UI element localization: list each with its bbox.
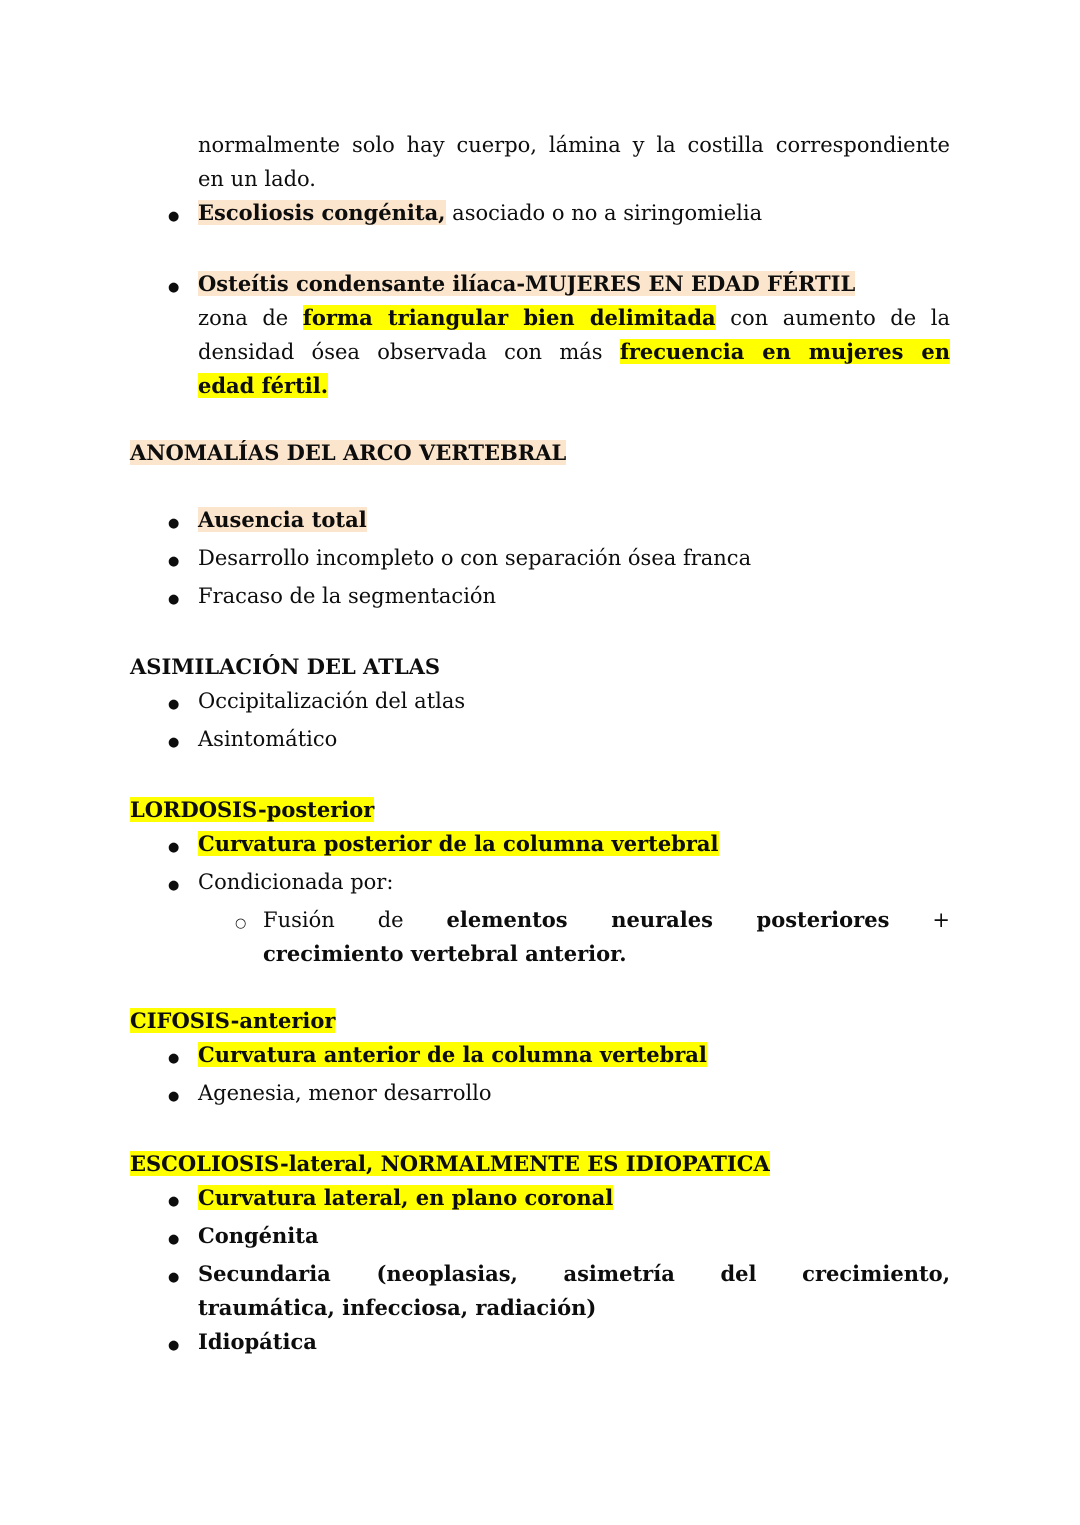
text-run: Condicionada por: (198, 870, 394, 894)
section-heading (130, 793, 950, 827)
bullet-item (168, 865, 950, 903)
bullet-marker: ● (168, 280, 180, 295)
text-line (198, 1325, 950, 1359)
blank-line (130, 971, 950, 1004)
bullet-item (168, 684, 950, 722)
text-run: ASIMILACIÓN DEL ATLAS (130, 654, 441, 679)
text-line (198, 579, 950, 613)
text-run: Fusión de (263, 908, 447, 932)
bullet-item (168, 1076, 950, 1114)
text-run: frecuencia en mujeres en (619, 339, 950, 364)
text-line (130, 793, 950, 827)
text-run: traumática, infecciosa, radiación) (198, 1295, 597, 1320)
bullet-text (198, 1181, 950, 1215)
section-heading (130, 436, 950, 470)
text-run: forma triangular bien delimitada (302, 305, 716, 330)
bullet-marker: ● (168, 554, 180, 569)
bullet-marker: ● (168, 516, 180, 531)
blank-line (130, 470, 950, 503)
blank-line (130, 403, 950, 436)
text-line (198, 1219, 950, 1253)
text-line (198, 1257, 950, 1291)
text-run: normalmente solo hay cuerpo, lámina y la costilla correspondiente (198, 133, 950, 157)
bullet-marker: ● (168, 735, 180, 750)
bullet-item (168, 1219, 950, 1257)
bullet-text (198, 1257, 950, 1325)
text-run: Curvatura lateral, en plano coronal (198, 1185, 614, 1210)
bullet-marker: ● (168, 1232, 180, 1247)
bullet-item (168, 267, 950, 403)
section-heading (130, 650, 950, 684)
bullet-marker: ● (168, 1089, 180, 1104)
bullet-marker: ● (168, 209, 180, 224)
blank-line (130, 234, 950, 267)
text-line (198, 1291, 950, 1325)
text-run: ESCOLIOSIS-lateral, NORMALMENTE ES IDIOPATICA (130, 1151, 770, 1176)
text-line (130, 1147, 950, 1181)
bullet-text (198, 684, 950, 718)
text-run: asociado o no a siringomielia (445, 201, 763, 225)
text-run: Curvatura posterior de la columna vertebral (198, 831, 719, 856)
bullet-marker: ● (168, 1338, 180, 1353)
text-line (198, 1038, 950, 1072)
text-line (198, 267, 950, 301)
bullet-text (198, 722, 950, 756)
bullet-text (198, 1325, 950, 1359)
blank-line (130, 617, 950, 650)
bullet-marker: ● (168, 1270, 180, 1285)
bullet-marker: ● (168, 1051, 180, 1066)
text-line (198, 503, 950, 537)
text-run: densidad ósea observada con más (198, 340, 620, 364)
text-run: crecimiento vertebral anterior. (263, 941, 627, 966)
text-run: Desarrollo incompleto o con separación ósea franca (198, 546, 752, 570)
blank-line (130, 760, 950, 793)
bullet-text (198, 1038, 950, 1072)
text-line (198, 865, 950, 899)
bullet-text (198, 503, 950, 537)
bullet-marker: ● (168, 697, 180, 712)
bullet-item (168, 1181, 950, 1219)
section-heading (130, 1147, 950, 1181)
text-line (198, 684, 950, 718)
document-content (130, 128, 950, 1363)
text-run: + (889, 908, 950, 932)
text-line (198, 541, 950, 575)
text-run: Secundaria (neoplasias, asimetría del crecimiento, (198, 1261, 950, 1286)
bullet-item (168, 1257, 950, 1325)
bullet-item (168, 722, 950, 760)
bullet-item (168, 1038, 950, 1076)
text-run: zona de (198, 306, 303, 330)
text-run: elementos neurales posteriores (446, 907, 890, 932)
text-run: Curvatura anterior de la columna vertebral (198, 1042, 707, 1067)
paragraph (198, 128, 950, 196)
bullet-marker: ● (168, 840, 180, 855)
bullet-item (168, 196, 950, 234)
text-line (198, 196, 950, 230)
bullet-text (198, 541, 950, 575)
bullet-marker: ● (168, 878, 180, 893)
text-line (198, 301, 950, 335)
text-run: con aumento de la (715, 306, 950, 330)
text-line (263, 937, 950, 971)
bullet-item (168, 503, 950, 541)
text-line (263, 903, 950, 937)
text-line (198, 1181, 950, 1215)
bullet-item (168, 579, 950, 617)
text-line (130, 650, 950, 684)
text-line (198, 722, 950, 756)
text-line (198, 827, 950, 861)
bullet-text (198, 1219, 950, 1253)
bullet-text (198, 865, 950, 899)
section-heading (130, 1004, 950, 1038)
text-line (198, 369, 950, 403)
bullet-text (198, 1076, 950, 1110)
text-run: Osteítis condensante ilíaca-MUJERES EN EDAD FÉRTIL (198, 271, 856, 296)
text-run: CIFOSIS-anterior (130, 1008, 336, 1033)
bullet-marker: ● (168, 1194, 180, 1209)
text-line (198, 335, 950, 369)
text-run: Idiopática (198, 1329, 317, 1354)
text-line (198, 128, 950, 162)
text-run: Congénita (198, 1223, 319, 1248)
text-line (130, 436, 950, 470)
bullet-marker: ● (168, 592, 180, 607)
text-run: ANOMALÍAS DEL ARCO VERTEBRAL (130, 440, 567, 465)
bullet-marker: ○ (235, 916, 247, 931)
text-line (198, 1076, 950, 1110)
text-run: edad fértil. (198, 373, 329, 398)
text-run: Agenesia, menor desarrollo (198, 1081, 492, 1105)
text-run: en un lado. (198, 167, 316, 191)
text-run: Escoliosis congénita, (198, 200, 446, 225)
bullet-text (198, 579, 950, 613)
bullet-item (168, 541, 950, 579)
sub-bullet-item (235, 903, 950, 971)
bullet-text (198, 267, 950, 403)
text-run: Ausencia total (198, 507, 367, 532)
text-line (130, 1004, 950, 1038)
text-line (198, 162, 950, 196)
text-run: Occipitalización del atlas (198, 689, 466, 713)
text-run: LORDOSIS-posterior (130, 797, 375, 822)
bullet-item (168, 827, 950, 865)
bullet-item (168, 1325, 950, 1363)
bullet-text (198, 196, 950, 230)
blank-line (130, 1114, 950, 1147)
text-run: Asintomático (198, 727, 338, 751)
bullet-text (263, 903, 950, 971)
bullet-text (198, 827, 950, 861)
text-run: Fracaso de la segmentación (198, 584, 497, 608)
